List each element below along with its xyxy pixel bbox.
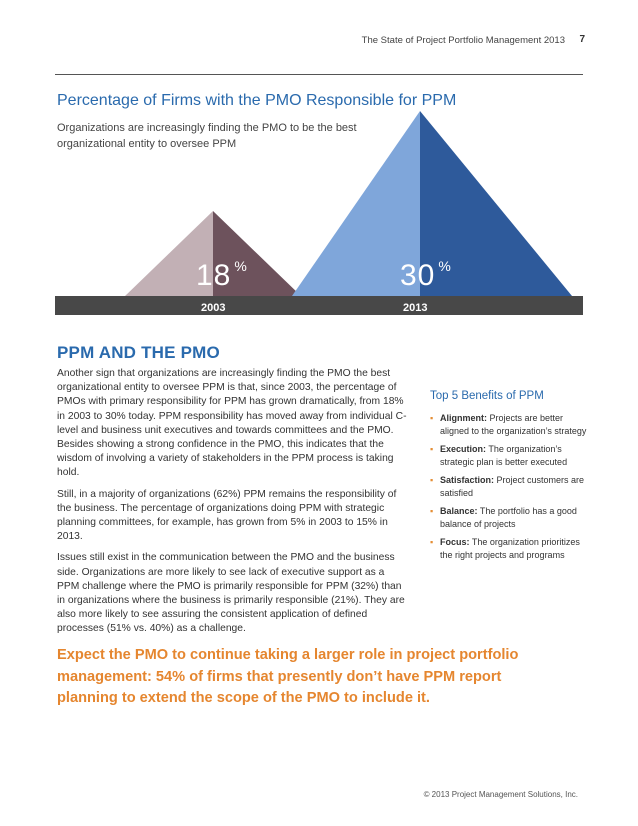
- report-title: The State of Project Portfolio Management 2013: [361, 35, 565, 46]
- benefit-text: Project customers are satisfied: [440, 475, 585, 498]
- benefit-term: Execution:: [440, 444, 487, 454]
- benefit-text: The portfolio has a good balance of projects: [440, 506, 577, 529]
- benefits-list: [430, 412, 590, 567]
- callout-text: Expect the PMO to continue taking a larger role in project portfolio management: 54% of firms that presently don’t have PPM report planning to extend the scope of the PMO to include it.: [57, 647, 519, 706]
- value-2013-unit: %: [438, 258, 452, 274]
- bullet-icon: ▪: [430, 506, 434, 516]
- pmo-triangle-graphic: [0, 0, 638, 330]
- paragraph: Issues still exist in the communication between the PMO and the business side. Organizations are more likely to see lack of executive support as a PPM challenge where the PMO is primarily responsible for PPM (32%) than in organizations where the business is primarily responsible (21%). They are also more likely to see assuring the consistent application of defined processes (51% vs. 40%) as a challenge.: [57, 552, 405, 635]
- value-2003-unit: %: [234, 258, 248, 274]
- benefit-item: [430, 412, 590, 437]
- paragraph: Another sign that organizations are increasingly finding the PMO the best organizational entity to oversee PPM is that, since 2003, the percentage of PMOs with primary responsibility for PPM has grown dramatically, from 18% in 2003 to 30% today. PPM responsibility has moved away from individual C-level and business unit executives and towards committees and the PMO. Besides showing a strong confidence in the PMO, this indicates that the wisdom of involving a variety of stakeholders in the PPM process is taking hold.: [57, 368, 407, 479]
- benefit-term: Satisfaction:: [440, 475, 495, 485]
- value-2003: [196, 258, 248, 293]
- bullet-icon: ▪: [430, 537, 434, 547]
- year-2003-label: 2003: [201, 302, 226, 314]
- benefit-text: Projects are better aligned to the organization’s strategy: [440, 413, 587, 436]
- body-text: [57, 367, 409, 644]
- benefit-item: [430, 505, 590, 530]
- paragraph: Still, in a majority of organizations (62%) PPM remains the responsibility of the business. The percentage of organizations doing PPM with strategic planning committees, for example, has grown from 5% in 2003 to 15% in 2013.: [57, 488, 397, 543]
- value-2003-number: 18: [196, 259, 232, 292]
- figure-subtitle: Organizations are increasingly finding the PMO to be the best organizational entity to oversee PPM: [57, 122, 357, 150]
- benefit-term: Focus:: [440, 537, 470, 547]
- benefit-term: Alignment:: [440, 413, 487, 423]
- benefit-term: Balance:: [440, 506, 478, 516]
- benefit-item: [430, 443, 590, 468]
- benefit-text: The organization prioritizes the right projects and programs: [440, 537, 580, 560]
- benefit-text: The organization’s strategic plan is better executed: [440, 444, 568, 467]
- figure-title: Percentage of Firms with the PMO Responsible for PPM: [57, 92, 457, 109]
- benefit-item: [430, 474, 590, 499]
- year-2013-label: 2013: [403, 302, 428, 314]
- bullet-icon: ▪: [430, 475, 434, 485]
- section-title: PPM AND THE PMO: [57, 343, 220, 362]
- value-2013: [400, 258, 452, 293]
- value-2013-number: 30: [400, 259, 436, 292]
- copyright-footer: © 2013 Project Management Solutions, Inc.: [423, 790, 578, 799]
- bullet-icon: ▪: [430, 444, 434, 454]
- benefit-item: [430, 536, 590, 561]
- sidebar-title: Top 5 Benefits of PPM: [430, 390, 544, 402]
- year-bar: [55, 296, 583, 315]
- page-number: 7: [579, 34, 585, 45]
- bullet-icon: ▪: [430, 413, 434, 423]
